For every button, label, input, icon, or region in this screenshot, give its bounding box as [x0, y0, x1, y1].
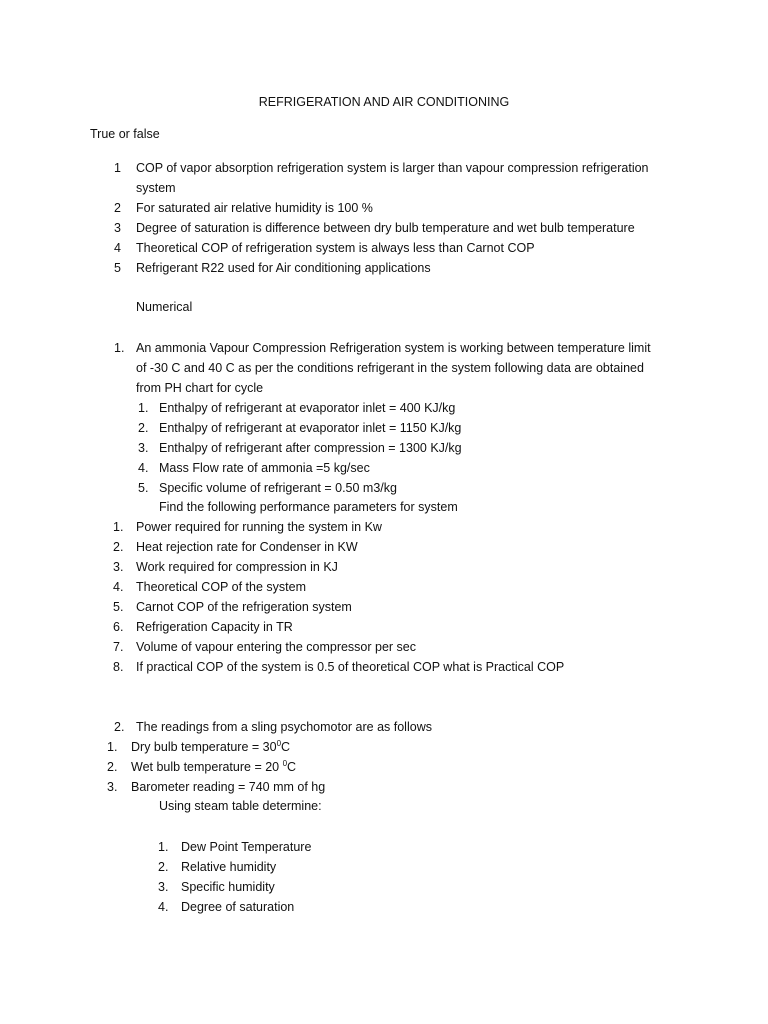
list-item-number: 4: [114, 241, 121, 255]
problem-text: The readings from a sling psychomotor are as follows: [136, 720, 432, 734]
list-item-number: 6.: [113, 620, 124, 634]
problem-text: of -30 C and 40 C as per the conditions refrigerant in the system following data are obtained: [136, 361, 644, 375]
reading-text: Barometer reading = 740 mm of hg: [131, 780, 326, 794]
list-item-number: 3: [114, 221, 121, 235]
using-instruction: Using steam table determine:: [159, 799, 322, 813]
list-item-number: 1.: [113, 520, 124, 534]
list-item: COP of vapor absorption refrigeration system is larger than vapour compression refrigeration: [136, 161, 649, 175]
list-item-number: 1.: [138, 401, 149, 415]
list-item-number: 3.: [107, 780, 118, 794]
list-item: Theoretical COP of the system: [136, 580, 306, 594]
list-item: Mass Flow rate of ammonia =5 kg/sec: [159, 461, 370, 475]
list-item: Degree of saturation is difference between dry bulb temperature and wet bulb temperature: [136, 221, 635, 235]
list-item-number: 1.: [158, 840, 169, 854]
problem-text: from PH chart for cycle: [136, 381, 264, 395]
list-item: Refrigeration Capacity in TR: [136, 620, 293, 634]
reading-unit: C: [287, 760, 297, 774]
list-item-number: 2.: [138, 421, 149, 435]
list-item: Carnot COP of the refrigeration system: [136, 600, 352, 614]
numerical-heading: Numerical: [136, 300, 193, 314]
list-item: Power required for running the system in Kw: [136, 520, 382, 534]
list-item-number: 2.: [158, 860, 169, 874]
list-item-number: 2: [114, 201, 121, 215]
list-item: Work required for compression in KJ: [136, 560, 338, 574]
problem-number: 2.: [114, 720, 125, 734]
page-title: REFRIGERATION AND AIR CONDITIONING: [258, 95, 510, 109]
list-item: For saturated air relative humidity is 100 %: [136, 201, 373, 215]
degree-symbol: 0: [276, 738, 282, 748]
list-item: Enthalpy of refrigerant at evaporator inlet = 400 KJ/kg: [159, 401, 456, 415]
list-item-number: 3.: [158, 880, 169, 894]
reading-text: Wet bulb temperature = 20: [131, 760, 283, 774]
list-item-number: 8.: [113, 660, 124, 674]
true-false-heading: True or false: [90, 127, 160, 141]
reading-text: Dry bulb temperature = 30: [131, 740, 277, 754]
list-item: Degree of saturation: [181, 900, 295, 914]
list-item-number: 3.: [113, 560, 124, 574]
list-item: system: [136, 181, 176, 195]
reading-item: [131, 777, 325, 797]
list-item-number: 4.: [158, 900, 169, 914]
find-instruction: Find the following performance parameters for system: [159, 500, 458, 514]
problem-text: An ammonia Vapour Compression Refrigeration system is working between temperature limit: [136, 341, 651, 355]
reading-unit: C: [281, 740, 291, 754]
list-item: Volume of vapour entering the compressor per sec: [136, 640, 417, 654]
list-item-number: 5: [114, 261, 121, 275]
list-item-number: 7.: [113, 640, 124, 654]
list-item: Enthalpy of refrigerant after compression = 1300 KJ/kg: [159, 441, 462, 455]
list-item: Specific volume of refrigerant = 0.50 m3/kg: [159, 481, 397, 495]
list-item: Relative humidity: [181, 860, 277, 874]
reading-item: [131, 757, 296, 777]
list-item-number: 5.: [113, 600, 124, 614]
list-item: Dew Point Temperature: [181, 840, 312, 854]
reading-item: [131, 737, 290, 757]
degree-symbol: 0: [282, 758, 288, 768]
list-item-number: 2.: [113, 540, 124, 554]
list-item: Enthalpy of refrigerant at evaporator inlet = 1150 KJ/kg: [159, 421, 462, 435]
list-item-number: 4.: [138, 461, 149, 475]
list-item-number: 1: [114, 161, 121, 175]
list-item-number: 1.: [107, 740, 118, 754]
list-item-number: 2.: [107, 760, 118, 774]
list-item: If practical COP of the system is 0.5 of theoretical COP what is Practical COP: [136, 660, 565, 674]
list-item: Theoretical COP of refrigeration system is always less than Carnot COP: [136, 241, 535, 255]
list-item: Heat rejection rate for Condenser in KW: [136, 540, 358, 554]
list-item-number: 4.: [113, 580, 124, 594]
list-item-number: 3.: [138, 441, 149, 455]
list-item: Refrigerant R22 used for Air conditioning applications: [136, 261, 431, 275]
list-item: Specific humidity: [181, 880, 275, 894]
list-item-number: 5.: [138, 481, 149, 495]
problem-number: 1.: [114, 341, 125, 355]
